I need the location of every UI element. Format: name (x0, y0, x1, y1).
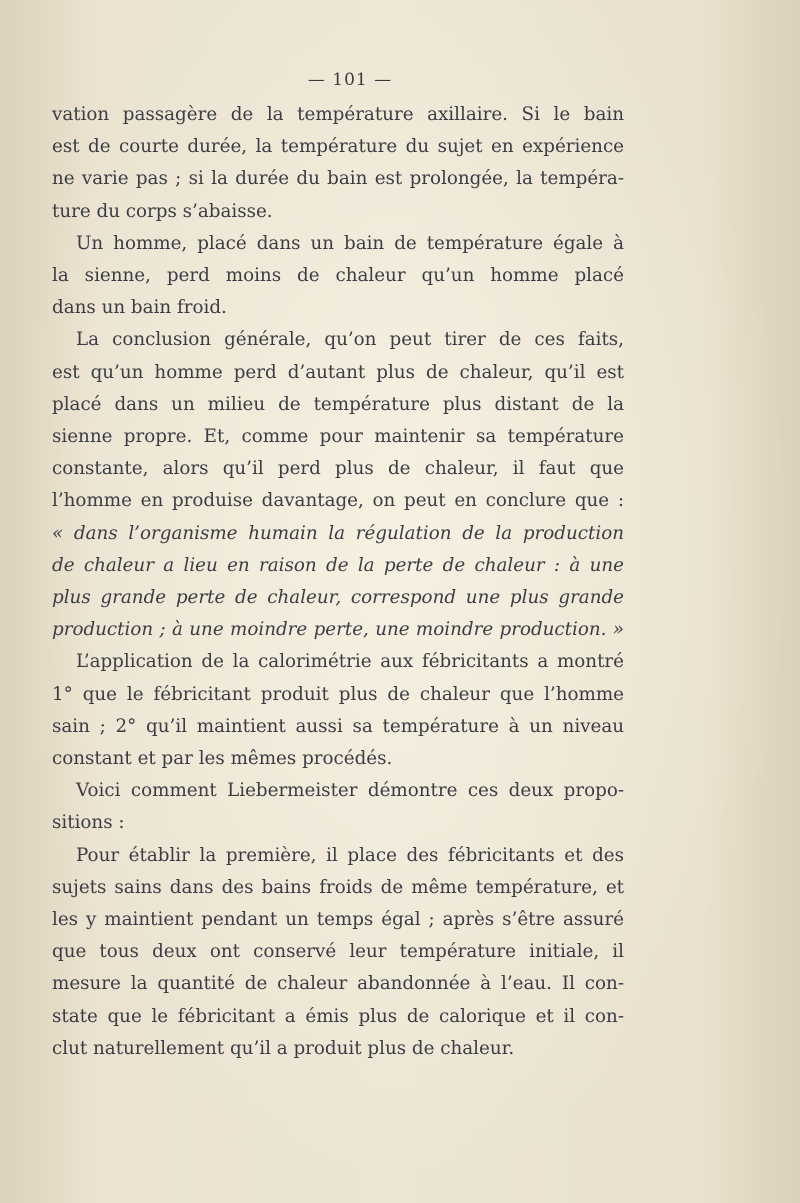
paragraph-5 (52, 775, 624, 839)
text-line: ne varie pas ; si la durée du bain est prolongée, la tempéra- (52, 168, 624, 190)
paragraph-6 (52, 840, 624, 1065)
paragraph-4 (52, 646, 624, 775)
text-line: Pour établir la première, il place des fébricitants et des (76, 844, 624, 866)
text-line: est qu’un homme perd d’autant plus de chaleur, qu’il est (52, 361, 624, 383)
text-line: sienne propre. Et, comme pour maintenir sa température (52, 426, 624, 448)
paragraph-2 (52, 228, 624, 325)
text-line: dans un bain froid. (52, 297, 227, 319)
text-line: L’application de la calorimétrie aux fébricitants a montré (76, 651, 624, 673)
text-line: est de courte durée, la température du sujet en expérience (52, 136, 624, 158)
quote-line: plus grande perte de chaleur, correspond une plus grande (52, 587, 624, 609)
text-line: sujets sains dans des bains froids de même température, et (52, 876, 624, 898)
paragraph-1 (52, 99, 624, 228)
text-line: 1° que le fébricitant produit plus de chaleur que l’homme (52, 683, 624, 705)
text-line: sain ; 2° qu’il maintient aussi sa température à un niveau (52, 715, 624, 737)
text-line: La conclusion générale, qu’on peut tirer de ces faits, (76, 329, 624, 351)
text-line: placé dans un milieu de température plus distant de la (52, 393, 624, 415)
text-line: l’homme en produise davantage, on peut en conclure que : (52, 490, 624, 512)
text-line: la sienne, perd moins de chaleur qu’un homme placé (52, 265, 624, 287)
body-text (52, 99, 624, 1065)
paragraph-3 (52, 324, 624, 646)
text-line: constante, alors qu’il perd plus de chaleur, il faut que (52, 458, 624, 480)
text-line: constant et par les mêmes procédés. (52, 748, 393, 770)
text-line: mesure la quantité de chaleur abandonnée à l’eau. Il con- (52, 973, 624, 995)
text-line: state que le fébricitant a émis plus de calorique et il con- (52, 1005, 624, 1027)
text-line: que tous deux ont conservé leur température initiale, il (52, 941, 624, 963)
page-number: — 101 — (307, 70, 393, 90)
quote-line: production ; à une moindre perte, une moindre production. » (52, 619, 624, 641)
text-line: sitions : (52, 812, 125, 834)
text-line: Voici comment Liebermeister démontre ces deux propo- (76, 780, 624, 802)
text-line: vation passagère de la température axillaire. Si le bain (52, 104, 624, 125)
text-line: ture du corps s’abaisse. (52, 200, 273, 222)
text-line: les y maintient pendant un temps égal ; après s’être assuré (52, 909, 624, 931)
quote-line: « dans l’organisme humain la régulation de la production (52, 522, 624, 544)
quote-line: de chaleur a lieu en raison de la perte de chaleur : à une (52, 554, 624, 576)
text-line: clut naturellement qu’il a produit plus de chaleur. (52, 1037, 515, 1059)
text-line: Un homme, placé dans un bain de température égale à (76, 232, 624, 254)
